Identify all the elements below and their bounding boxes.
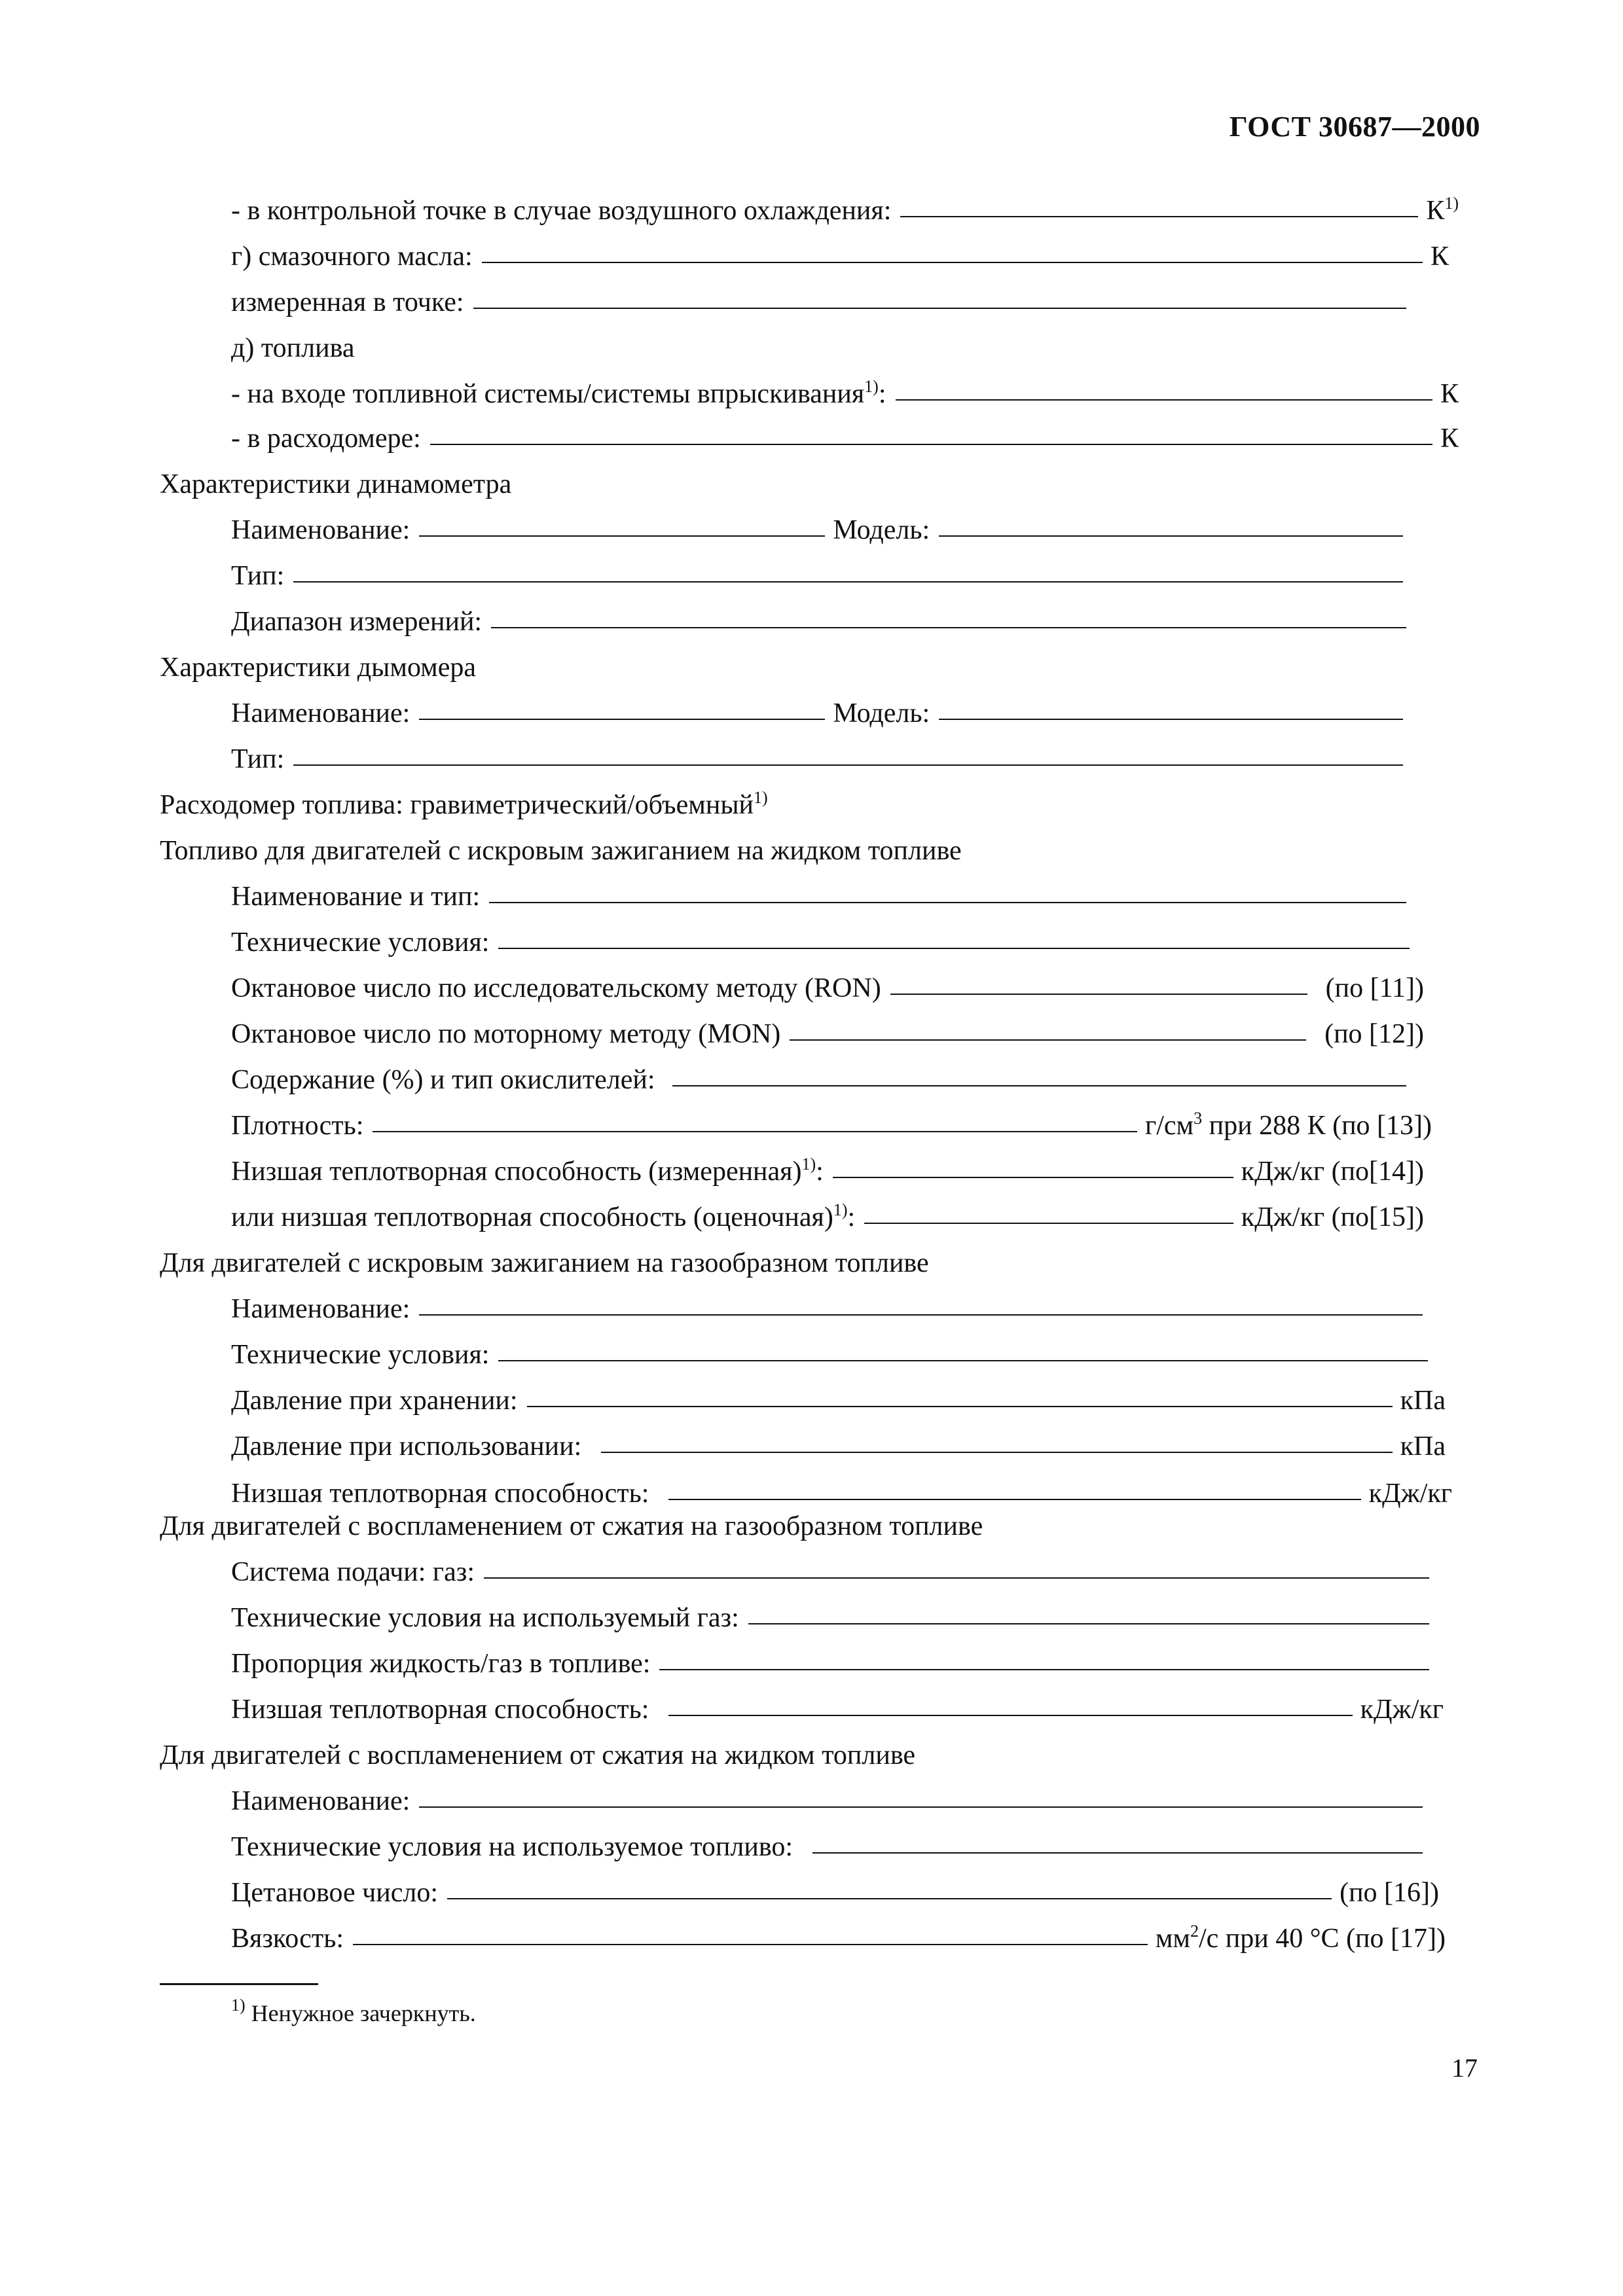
field-label: Низшая теплотворная способность: <box>231 1479 649 1509</box>
section-heading: Топливо для двигателей с искровым зажиганием на жидком топливе <box>160 836 962 866</box>
section-heading: Для двигателей с искровым зажиганием на газообразном топливе <box>160 1248 929 1278</box>
fill-line[interactable] <box>491 602 1406 628</box>
fill-line[interactable] <box>482 237 1423 263</box>
fill-line[interactable] <box>939 511 1403 537</box>
reference-label: (по [12]) <box>1324 1019 1424 1049</box>
fill-line[interactable] <box>864 1198 1233 1224</box>
field-label: Пропорция жидкость/газ в топливе: <box>231 1649 651 1679</box>
footnote: $^{1)}$ Ненужное зачеркнуть. <box>231 1996 476 2026</box>
fill-line[interactable] <box>373 1106 1137 1132</box>
form-row <box>231 602 1414 641</box>
fill-line[interactable] <box>601 1427 1392 1453</box>
section-heading: Для двигателей с воспламенением от сжатия на жидком топливе <box>160 1740 916 1770</box>
field-label: Содержание (%) и тип окислителей: <box>231 1065 655 1095</box>
field-label: Октановое число по моторному методу (MON) <box>231 1019 781 1049</box>
form-row <box>231 191 1459 230</box>
field-label: Наименование: <box>231 698 410 728</box>
fill-line[interactable] <box>668 1474 1360 1500</box>
fill-line[interactable] <box>748 1598 1429 1624</box>
field-label: Модель: <box>833 515 930 545</box>
field-label: Давление при хранении: <box>231 1386 518 1416</box>
form-row <box>231 1198 1424 1237</box>
field-label: Тип: <box>231 561 285 591</box>
form-row <box>231 1827 1431 1867</box>
fill-line[interactable] <box>896 374 1432 401</box>
footnote-ref: 1) <box>754 788 768 807</box>
form-row <box>231 511 1411 550</box>
section-heading: Для двигателей с воспламенением от сжатия на газообразном топливе <box>160 1511 983 1541</box>
fill-line[interactable] <box>659 1644 1429 1670</box>
form-row <box>231 694 1411 733</box>
form-row <box>231 329 355 368</box>
field-label: Октановое число по исследовательскому методу (RON) <box>231 973 881 1003</box>
unit-label: кДж/кг (по[15]) <box>1241 1202 1424 1232</box>
form-row <box>231 374 1459 414</box>
fill-line[interactable] <box>484 1552 1429 1579</box>
form-row <box>231 740 1411 779</box>
reference-label: (по [11]) <box>1325 973 1424 1003</box>
form-row <box>231 1106 1432 1145</box>
field-label: Давление при использовании: <box>231 1431 582 1462</box>
unit-label: кДж/кг <box>1368 1479 1452 1509</box>
field-label: д) топлива <box>231 333 355 363</box>
field-label: - в контрольной точке в случае воздушного охлаждения: <box>231 196 892 226</box>
field-label: Модель: <box>833 698 930 728</box>
footnote-ref: 1) <box>801 1155 816 1174</box>
footnote-separator <box>160 1983 318 1985</box>
fill-line[interactable] <box>419 694 825 720</box>
form-row <box>231 1690 1444 1729</box>
reference-label: (по [16]) <box>1340 1878 1439 1908</box>
footnote-ref: 1) <box>864 377 879 396</box>
field-label: Цетановое число: <box>231 1878 439 1908</box>
section-heading: Характеристики дымомера <box>160 653 477 683</box>
unit-label: К <box>1440 379 1459 409</box>
field-label: Диапазон измерений: <box>231 607 483 637</box>
fill-line[interactable] <box>939 694 1403 720</box>
field-label: Наименование и тип: <box>231 882 481 912</box>
unit-label: $г/см^3$ при 288 К (по [13]) <box>1144 1109 1432 1141</box>
field-label: измеренная в точке: <box>231 287 464 317</box>
field-label: - в расходомере: <box>231 423 421 454</box>
fill-line[interactable] <box>498 1335 1428 1361</box>
field-label: Технические условия: <box>231 927 490 958</box>
fill-line[interactable] <box>447 1873 1332 1899</box>
form-row <box>231 923 1417 962</box>
fill-line[interactable] <box>833 1152 1233 1178</box>
fill-line[interactable] <box>900 191 1418 217</box>
form-row <box>231 1427 1446 1466</box>
form-row <box>231 283 1414 322</box>
form-row <box>231 1152 1424 1191</box>
field-label: Технические условия: <box>231 1340 490 1370</box>
unit-label: К <box>1440 423 1459 454</box>
fill-line[interactable] <box>419 1289 1423 1316</box>
fill-line[interactable] <box>672 1060 1406 1086</box>
field-label: Технические условия на используемое топливо: <box>231 1832 793 1862</box>
fill-line[interactable] <box>293 740 1403 766</box>
form-row <box>231 1060 1414 1100</box>
form-row <box>231 1644 1437 1683</box>
footnote-marker: 1) <box>231 1996 246 2015</box>
unit-label: кПа <box>1400 1386 1446 1416</box>
field-label: Тип: <box>231 744 285 774</box>
field-label: Наименование: <box>231 1294 410 1324</box>
footnote-ref: 1) <box>833 1200 848 1219</box>
form-row <box>231 1335 1436 1374</box>
document-header: ГОСТ 30687—2000 <box>1229 111 1480 143</box>
form-row <box>231 877 1414 916</box>
field-label: Наименование: <box>231 1786 410 1816</box>
form-row <box>231 556 1411 596</box>
fill-line[interactable] <box>419 511 825 537</box>
unit-label: К <box>1430 242 1449 272</box>
fill-line[interactable] <box>790 1014 1306 1041</box>
form-row <box>231 1552 1437 1592</box>
field-label: Плотность: <box>231 1111 364 1141</box>
field-label: Наименование: <box>231 515 410 545</box>
section-heading: Характеристики динамометра <box>160 469 512 499</box>
form-row <box>231 1919 1446 1958</box>
form-row <box>231 237 1449 276</box>
field-label: Технические условия на используемый газ: <box>231 1603 739 1633</box>
form-row <box>231 969 1424 1008</box>
form-row <box>231 1873 1439 1912</box>
form-row <box>231 1381 1446 1420</box>
fill-line[interactable] <box>419 1782 1423 1808</box>
footnote-ref: 1) <box>1444 194 1459 213</box>
field-label: Низшая теплотворная способность: <box>231 1695 649 1725</box>
unit-label: $К^{1)}$ <box>1426 194 1459 226</box>
fill-line[interactable] <box>668 1690 1352 1716</box>
fill-line[interactable] <box>430 419 1432 445</box>
fill-line[interactable] <box>489 877 1406 903</box>
fill-line[interactable] <box>498 923 1410 949</box>
field-label: г) смазочного масла: <box>231 242 473 272</box>
fill-line[interactable] <box>353 1919 1148 1945</box>
form-row <box>231 1598 1437 1638</box>
fill-line[interactable] <box>473 283 1406 309</box>
field-label: Низшая теплотворная способность (измеренная)$^{1)}$: <box>231 1155 824 1187</box>
fill-line[interactable] <box>293 556 1403 583</box>
fill-line[interactable] <box>890 969 1307 995</box>
unit-label: кДж/кг <box>1360 1695 1444 1725</box>
fill-line[interactable] <box>812 1827 1423 1854</box>
unit-label: $мм^2/с$ при 40 °С (по [17]) <box>1155 1922 1446 1954</box>
page-number: 17 <box>1451 2053 1478 2083</box>
unit-label: кПа <box>1400 1431 1446 1462</box>
form-row <box>231 1782 1431 1821</box>
form-row <box>231 1289 1431 1329</box>
unit-label: кДж/кг (по[14]) <box>1241 1157 1424 1187</box>
field-label: Система подачи: газ: <box>231 1557 475 1587</box>
form-row <box>231 419 1459 458</box>
field-label: Вязкость: <box>231 1924 344 1954</box>
field-label: Расходомер топлива: гравиметрический/объемный$^{1)}$ <box>160 788 768 820</box>
form-row <box>231 1014 1424 1054</box>
field-label: - на входе топливной системы/системы впрыскивания$^{1)}$: <box>231 377 886 409</box>
fill-line[interactable] <box>527 1381 1393 1407</box>
field-label: или низшая теплотворная способность (оценочная)$^{1)}$: <box>231 1200 856 1232</box>
form-row <box>160 785 768 825</box>
